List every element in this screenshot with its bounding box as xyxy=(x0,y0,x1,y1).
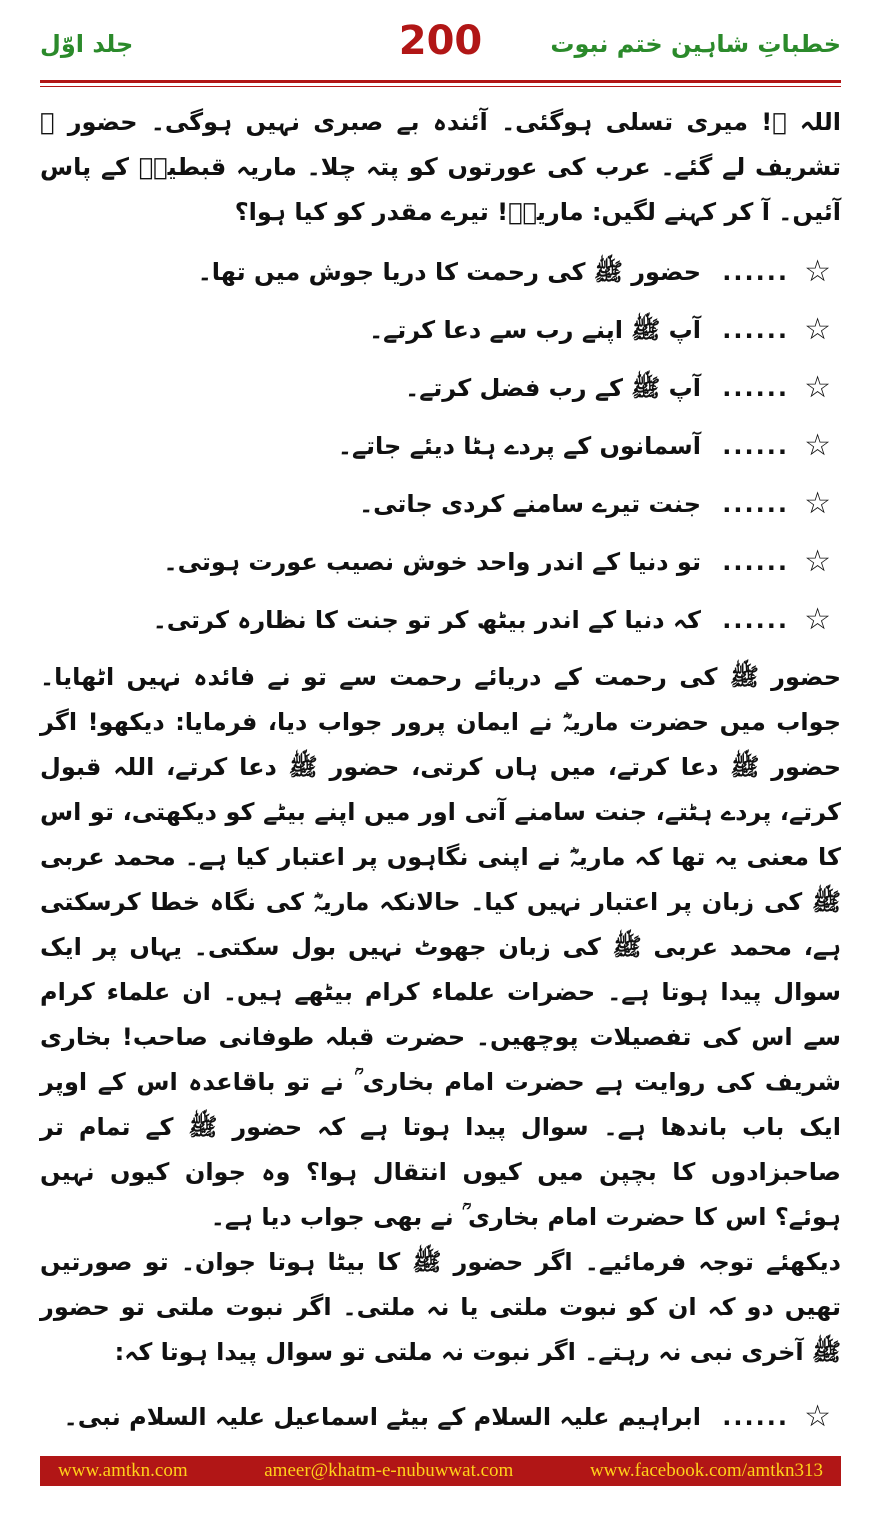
bullet-text: آپ ﷺ اپنے رب سے دعا کرتے۔ xyxy=(369,316,701,344)
bullet-dots: ...... xyxy=(722,432,789,460)
bullet-text: حضور ﷺ کی رحمت کا دریا جوش میں تھا۔ xyxy=(197,258,701,286)
bullet-text: کہ دنیا کے اندر بیٹھ کر تو جنت کا نظارہ کرتی۔ xyxy=(152,606,701,634)
star-icon: ☆ xyxy=(804,602,831,637)
bullet-dots: ...... xyxy=(722,258,789,286)
last-bullet-item xyxy=(40,1388,841,1446)
bullet-dots: ...... xyxy=(722,374,789,402)
bullet-text: آپ ﷺ کے رب فضل کرتے۔ xyxy=(405,374,701,402)
page-footer xyxy=(40,1456,841,1486)
bullet-item xyxy=(40,591,841,649)
star-icon: ☆ xyxy=(804,1399,831,1434)
bullet-item xyxy=(40,301,841,359)
footer-website-link[interactable]: www.amtkn.com xyxy=(58,1460,188,1481)
bullet-list xyxy=(40,243,841,649)
book-title: خطباتِ شاہین ختم نبوت xyxy=(550,30,841,58)
page-header xyxy=(40,18,841,78)
star-icon: ☆ xyxy=(804,254,831,289)
bullet-dots: ...... xyxy=(722,548,789,576)
header-rule-thin xyxy=(40,86,841,87)
star-icon: ☆ xyxy=(804,312,831,347)
volume-label: جلد اوّل xyxy=(40,30,134,58)
paragraph-2: حضور ﷺ کی رحمت کے دریائے رحمت سے تو نے فائدہ نہیں اٹھایا۔ جواب میں حضرت ماریہؓ نے ایمان پرور جواب دیا، فرمایا: دیکھو! اگر حضور ﷺ دعا کرتے، میں ہاں کرتی، حضور ﷺ دعا کرتے، اللہ قبول کرتے، پردے ہٹتے، جنت سامنے آتی اور میں اپنے بیٹے کو دیکھتی، تو اس کا معنی یہ تھا کہ ماریہؓ نے اپنی نگاہوں پر اعتبار کیا ہے۔ محمد عربی ﷺ کی زبان پر اعتبار نہیں کیا۔ حالانکہ ماریہؓ کی نگاہ خطا کرسکتی ہے، محمد عربی ﷺ کی زبان جھوٹ نہیں بول سکتی۔ یہاں پر ایک سوال پیدا ہوتا ہے۔ حضرات علماء کرام بیٹھے ہیں۔ ان علماء کرام سے اس کی تفصیلات پوچھیں۔ حضرت قبلہ طوفانی صاحب! بخاری شریف کی روایت ہے حضرت امام بخاری ؒ نے تو باقاعدہ اس کے اوپر ایک باب باندھا ہے۔ سوال پیدا ہوتا ہے کہ حضور ﷺ کے تمام تر صاحبزادوں کا بچپن میں کیوں انتقال ہوا؟ وہ جوان کیوں نہیں ہوئے؟ اس کا حضرت امام بخاری ؒ نے بھی جواب دیا ہے۔ xyxy=(40,663,841,1231)
bullet-text: ابراہیم علیہ السلام کے بیٹے اسماعیل علیہ السلام نبی۔ xyxy=(63,1403,701,1431)
bullet-text: تو دنیا کے اندر واحد خوش نصیب عورت ہوتی۔ xyxy=(163,548,701,576)
star-icon: ☆ xyxy=(804,370,831,405)
bullet-text: آسمانوں کے پردے ہٹا دیئے جاتے۔ xyxy=(337,432,701,460)
bullet-item xyxy=(40,417,841,475)
star-icon: ☆ xyxy=(804,486,831,521)
paragraph-1: اللہ ﷺ! میری تسلی ہوگئی۔ آئندہ بے صبری نہیں ہوگی۔ حضور ﷺ تشریف لے گئے۔ عرب کی عورتوں کو پتہ چلا۔ ماریہ قبطیہؓ کے پاس آئیں۔ آ کر کہنے لگیں: ماریہؓ! تیرے مقدر کو کیا ہوا؟ xyxy=(40,108,841,226)
paragraph-3: دیکھئے توجہ فرمائیے۔ اگر حضور ﷺ کا بیٹا ہوتا جوان۔ تو صورتیں تھیں دو کہ ان کو نبوت ملتی یا نہ ملتی۔ اگر نبوت ملتی تو حضور ﷺ آخری نبی نہ رہتے۔ اگر نبوت نہ ملتی تو سوال پیدا ہوتا کہ: xyxy=(40,1248,841,1366)
bullet-item xyxy=(40,475,841,533)
bullet-item xyxy=(40,359,841,417)
footer-facebook-link[interactable]: www.facebook.com/amtkn313 xyxy=(589,1460,823,1481)
bullet-dots: ...... xyxy=(722,606,789,634)
star-icon: ☆ xyxy=(804,544,831,579)
star-icon: ☆ xyxy=(804,428,831,463)
bullet-text: جنت تیرے سامنے کردی جاتی۔ xyxy=(359,490,701,518)
bullet-dots: ...... xyxy=(722,316,789,344)
header-rule-thick xyxy=(40,80,841,83)
bullet-item xyxy=(40,533,841,591)
page-number: 200 xyxy=(398,18,483,64)
bullet-dots: ...... xyxy=(722,490,789,518)
bullet-item xyxy=(40,243,841,301)
bullet-dots: ...... xyxy=(722,1403,789,1431)
page-body xyxy=(40,100,841,1375)
footer-email-link[interactable]: ameer@khatm-e-nubuwwat.com xyxy=(264,1460,514,1481)
